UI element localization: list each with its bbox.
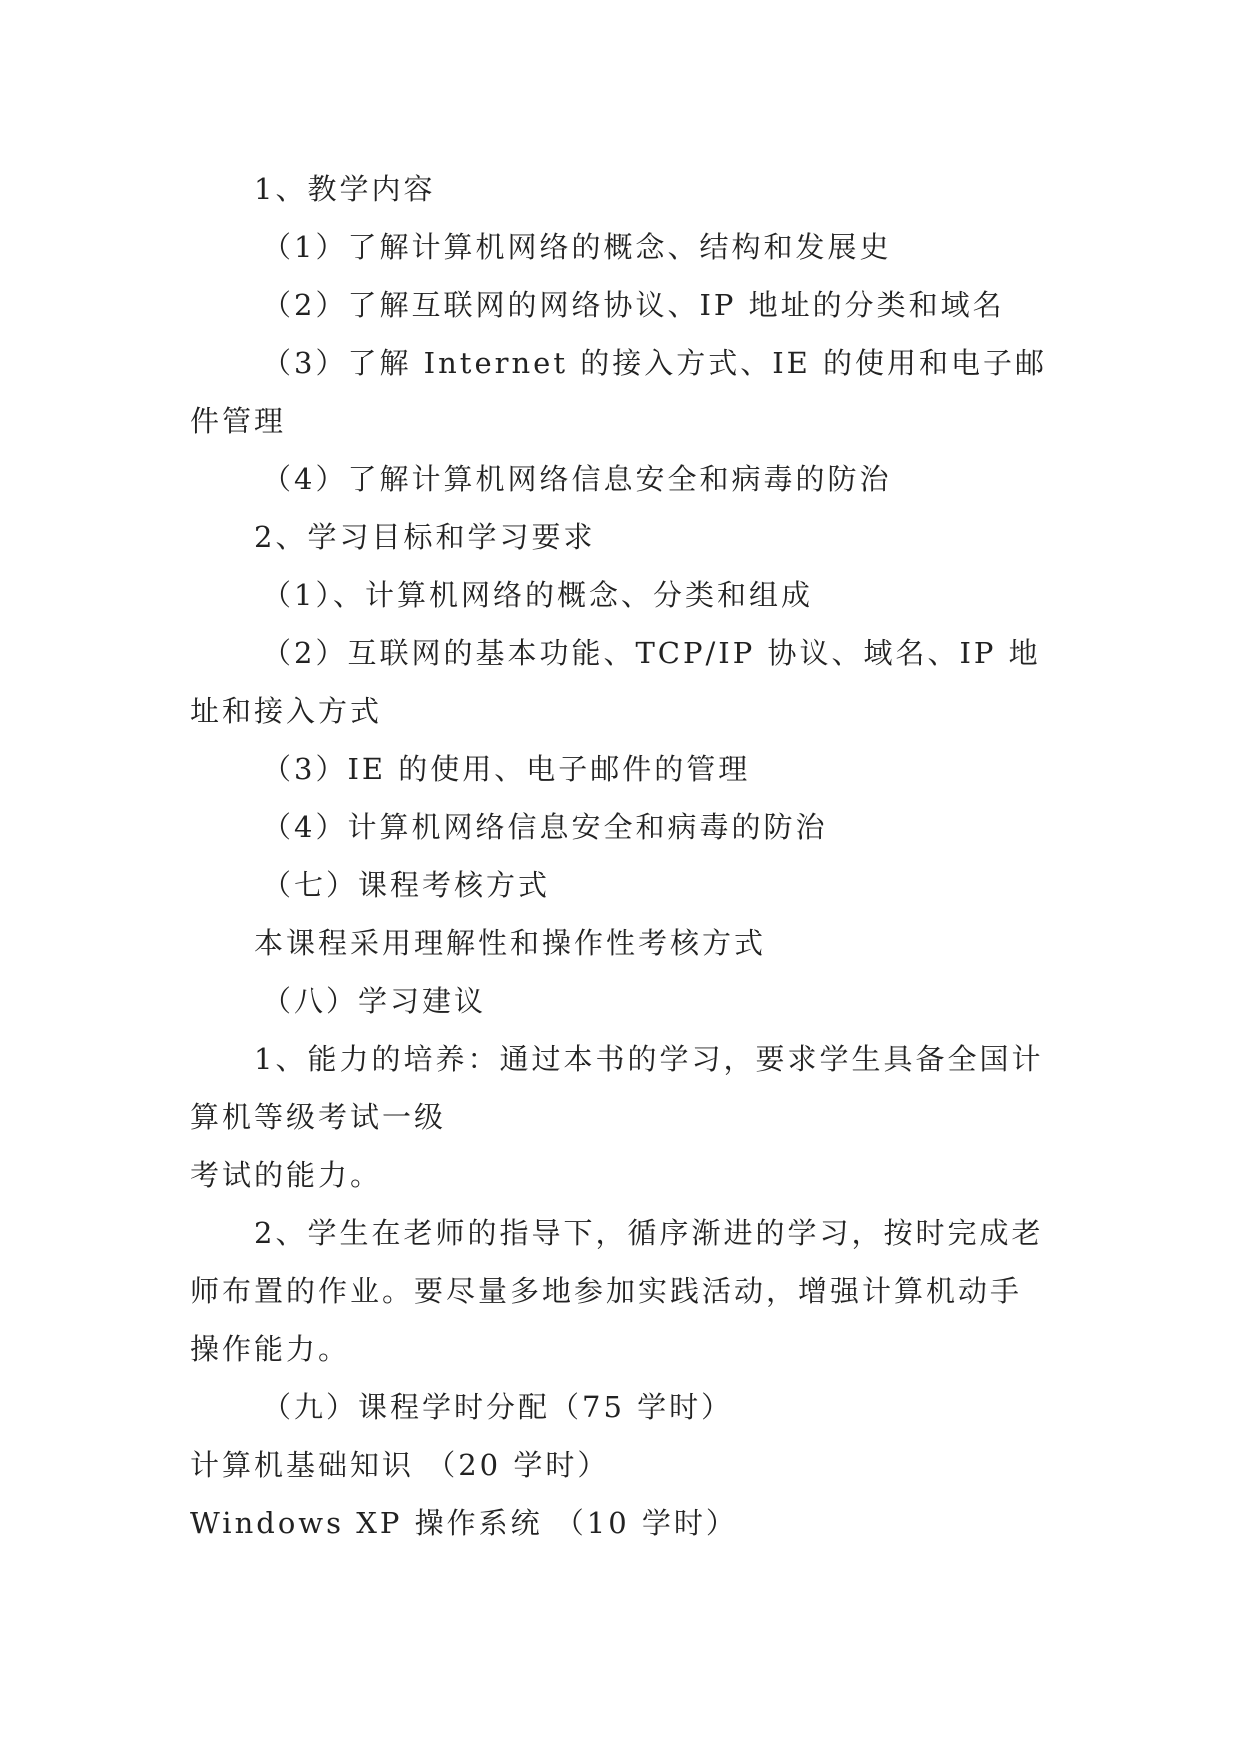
content-item-3: （3）了解 Internet 的接入方式、IE 的使用和电子邮件管理: [190, 346, 1048, 438]
goal-item-4: （4）计算机网络信息安全和病毒的防治: [262, 810, 828, 844]
section-heading-assessment: （七）课程考核方式: [262, 868, 551, 902]
section-heading-study-advice: （八）学习建议: [262, 984, 487, 1018]
goal-item-3: （3）IE 的使用、电子邮件的管理: [262, 752, 751, 786]
section-heading-teaching-content: 1、教学内容: [254, 172, 436, 206]
advice-item-1-continued: 考试的能力。: [190, 1158, 383, 1192]
hours-item-basics: 计算机基础知识 （20 学时）: [190, 1448, 610, 1482]
goal-item-2: （2）互联网的基本功能、TCP/IP 协议、域名、IP 地址和接入方式: [190, 636, 1041, 728]
content-item-4: （4）了解计算机网络信息安全和病毒的防治: [262, 462, 892, 496]
advice-item-1: 1、能力的培养：通过本书的学习，要求学生具备全国计算机等级考试一级: [190, 1042, 1044, 1134]
section-heading-hours: （九）课程学时分配（75 学时）: [262, 1390, 734, 1424]
goal-item-1: （1）、计算机网络的概念、分类和组成: [262, 578, 813, 612]
section-heading-learning-goals: 2、学习目标和学习要求: [254, 520, 596, 554]
hours-item-windows: Windows XP 操作系统 （10 学时）: [190, 1506, 738, 1540]
assessment-text: 本课程采用理解性和操作性考核方式: [254, 926, 767, 960]
advice-item-2: 2、学生在老师的指导下，循序渐进的学习，按时完成老师布置的作业。要尽量多地参加实践活动，增强计算机动手操作能力。: [190, 1216, 1044, 1366]
content-item-2: （2）了解互联网的网络协议、IP 地址的分类和域名: [262, 288, 1005, 322]
document-body: [190, 160, 1050, 1552]
content-item-1: （1）了解计算机网络的概念、结构和发展史: [262, 230, 892, 264]
